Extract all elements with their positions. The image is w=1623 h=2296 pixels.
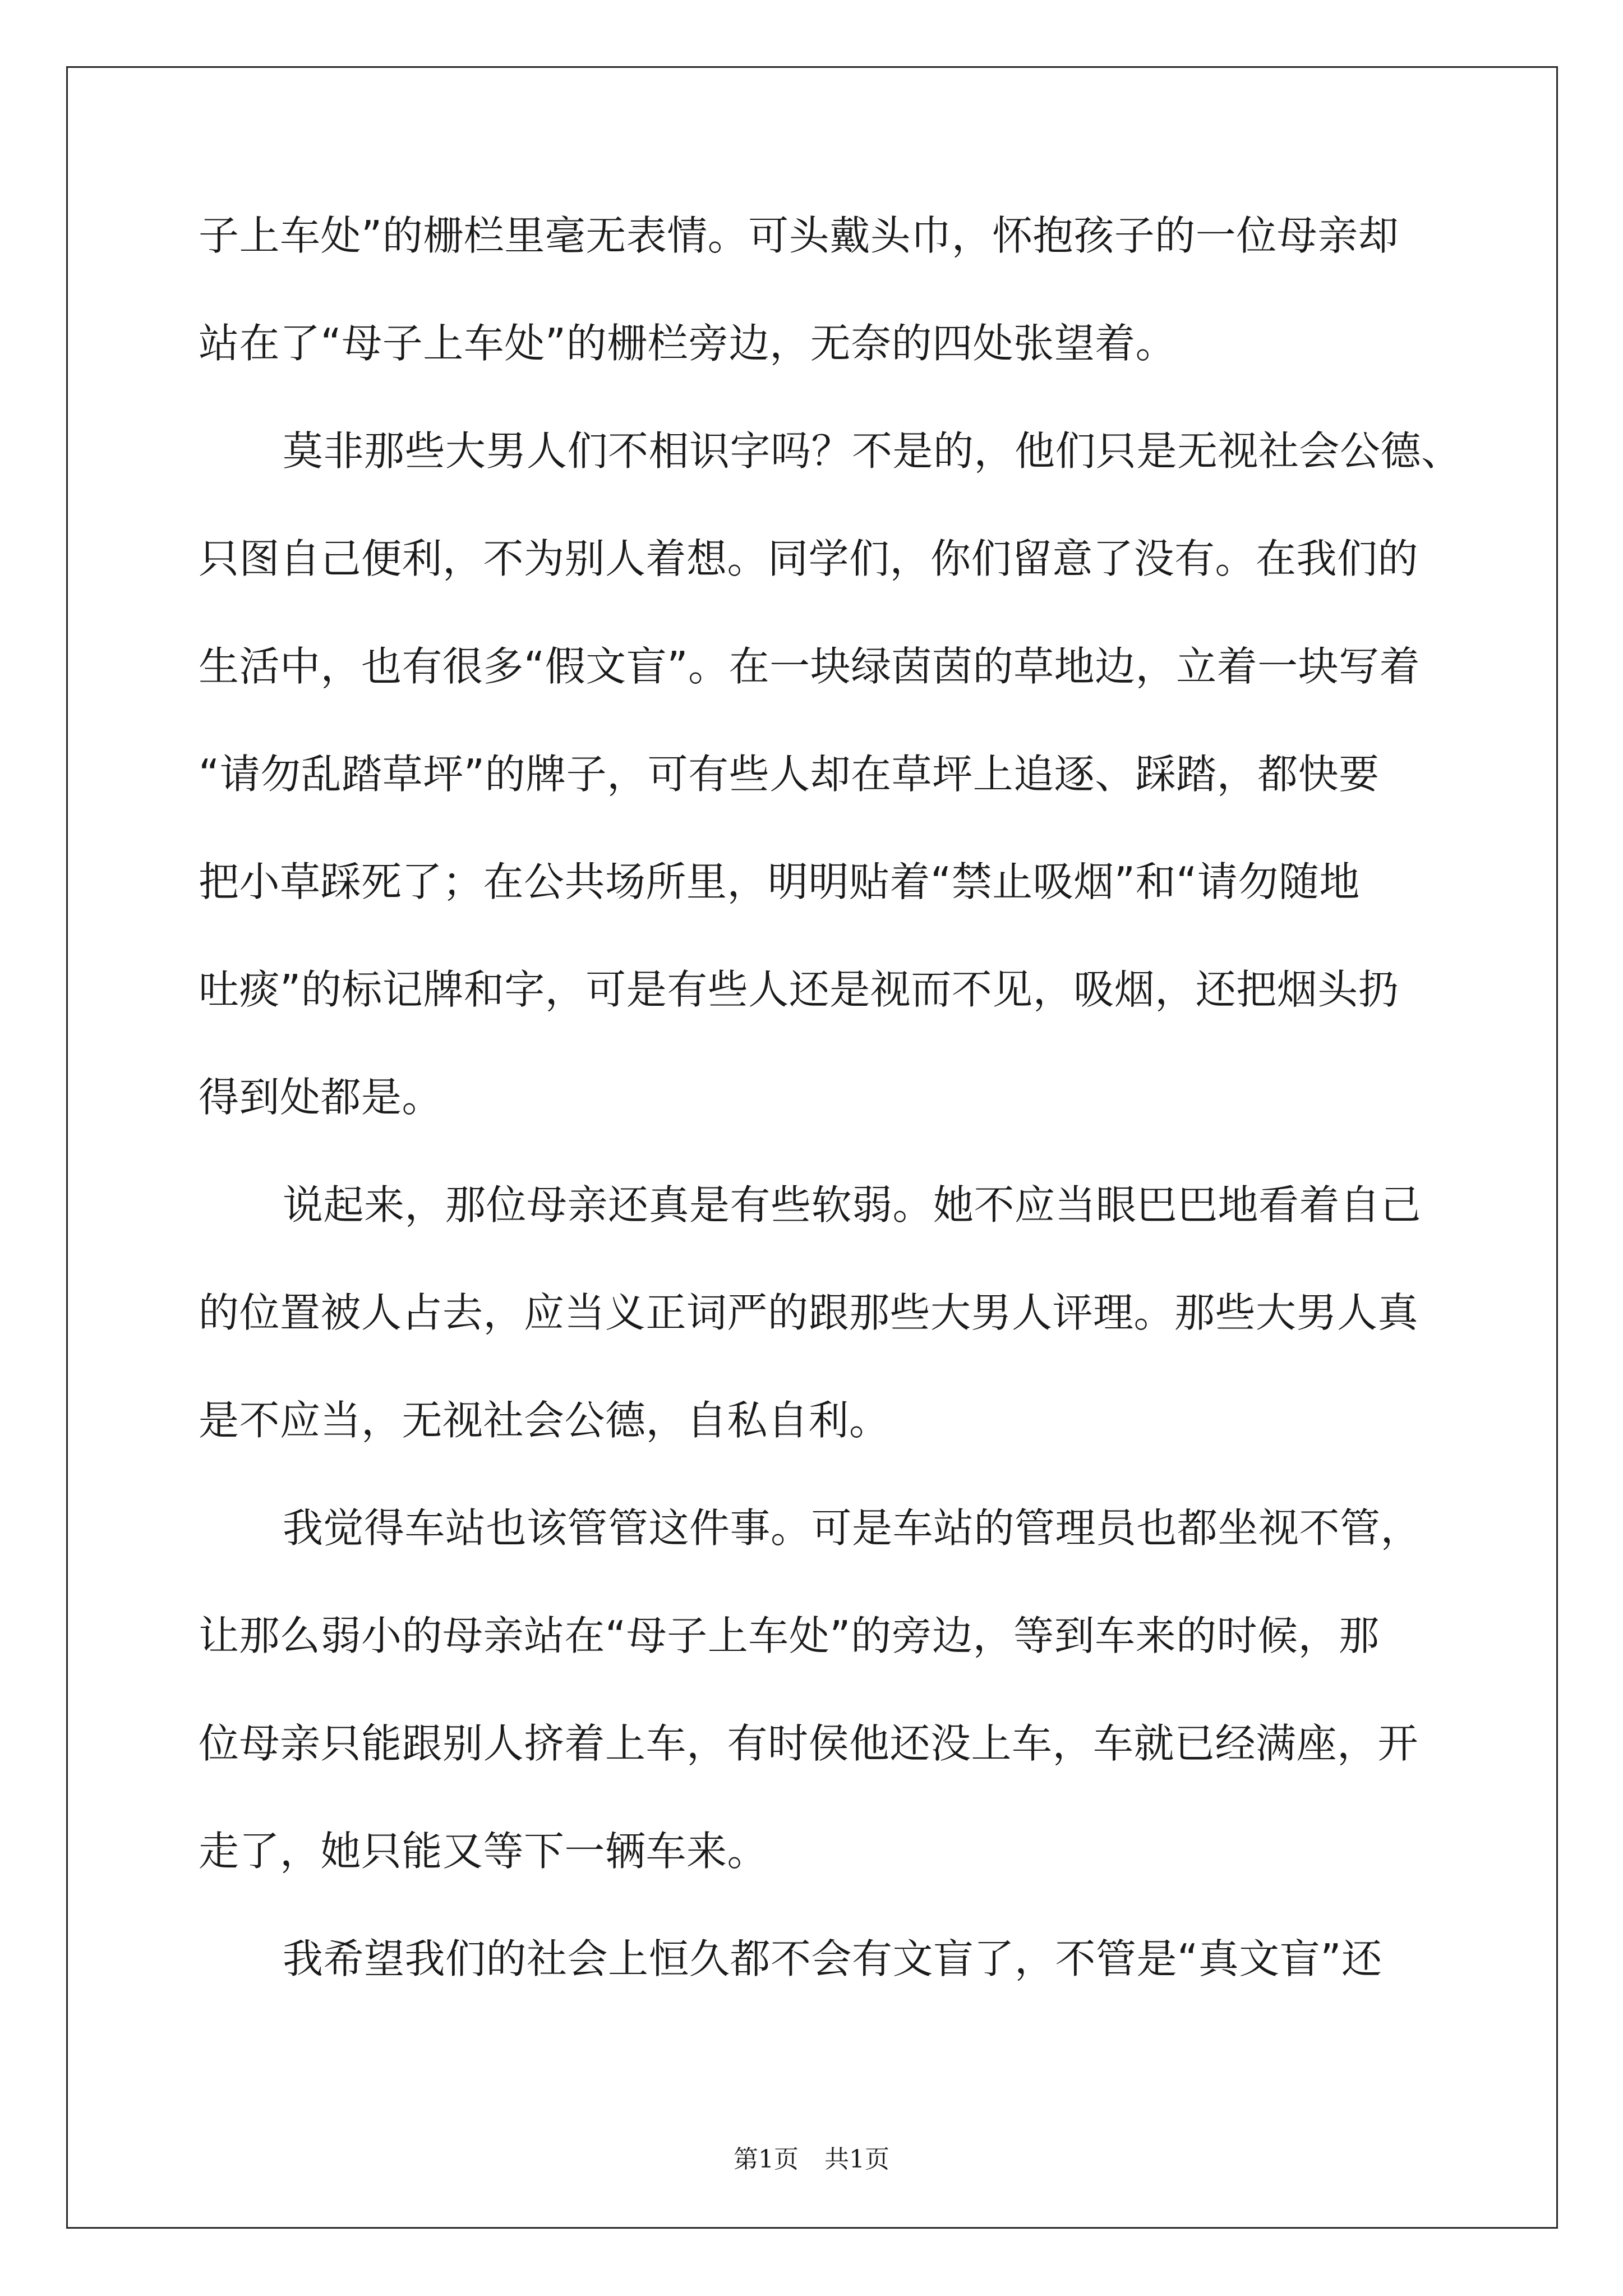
page-number: 第1页 bbox=[734, 2145, 799, 2174]
text-line: 让那么弱小的母亲站在“母子上车处”的旁边，等到车来的时候，那 bbox=[199, 1612, 1380, 1659]
paragraph-start-line: 我觉得车站也该管管这件事。可是车站的管理员也都坐视不管， bbox=[283, 1504, 1422, 1552]
page-total: 共1页 bbox=[824, 2145, 889, 2174]
page-footer bbox=[0, 2143, 1623, 2177]
text-line: 走了，她只能又等下一辆车来。 bbox=[199, 1828, 768, 1875]
text-line: 生活中，也有很多“假文盲”。在一块绿茵茵的草地边，立着一块写着 bbox=[199, 643, 1421, 690]
text-line: 子上车处”的栅栏里毫无表情。可头戴头巾，怀抱孩子的一位母亲却 bbox=[199, 212, 1399, 259]
text-line: 只图自己便利，不为别人着想。同学们，你们留意了没有。在我们的 bbox=[199, 535, 1419, 582]
text-line: 站在了“母子上车处”的栅栏旁边，无奈的四处张望着。 bbox=[199, 320, 1177, 367]
paragraph-start-line: 莫非那些大男人们不相识字吗？不是的，他们只是无视社会公德、 bbox=[283, 427, 1462, 475]
text-line: 得到处都是。 bbox=[199, 1074, 443, 1121]
text-line: “请勿乱踏草坪”的牌子，可有些人却在草坪上追逐、踩踏，都快要 bbox=[199, 751, 1380, 798]
text-line: 是不应当，无视社会公德，自私自利。 bbox=[199, 1397, 890, 1444]
text-line: 吐痰”的标记牌和字，可是有些人还是视而不见，吸烟，还把烟头扔 bbox=[199, 966, 1399, 1013]
page-border bbox=[66, 66, 1558, 2229]
paragraph-start-line: 说起来，那位母亲还真是有些软弱。她不应当眼巴巴地看着自己 bbox=[283, 1181, 1422, 1228]
text-line: 的位置被人占去，应当义正词严的跟那些大男人评理。那些大男人真 bbox=[199, 1289, 1419, 1336]
paragraph-start-line: 我希望我们的社会上恒久都不会有文盲了，不管是“真文盲”还 bbox=[283, 1935, 1382, 1982]
text-line: 位母亲只能跟别人挤着上车，有时侯他还没上车，车就已经满座，开 bbox=[199, 1720, 1419, 1767]
text-line: 把小草踩死了；在公共场所里，明明贴着“禁止吸烟”和“请勿随地 bbox=[199, 858, 1360, 905]
